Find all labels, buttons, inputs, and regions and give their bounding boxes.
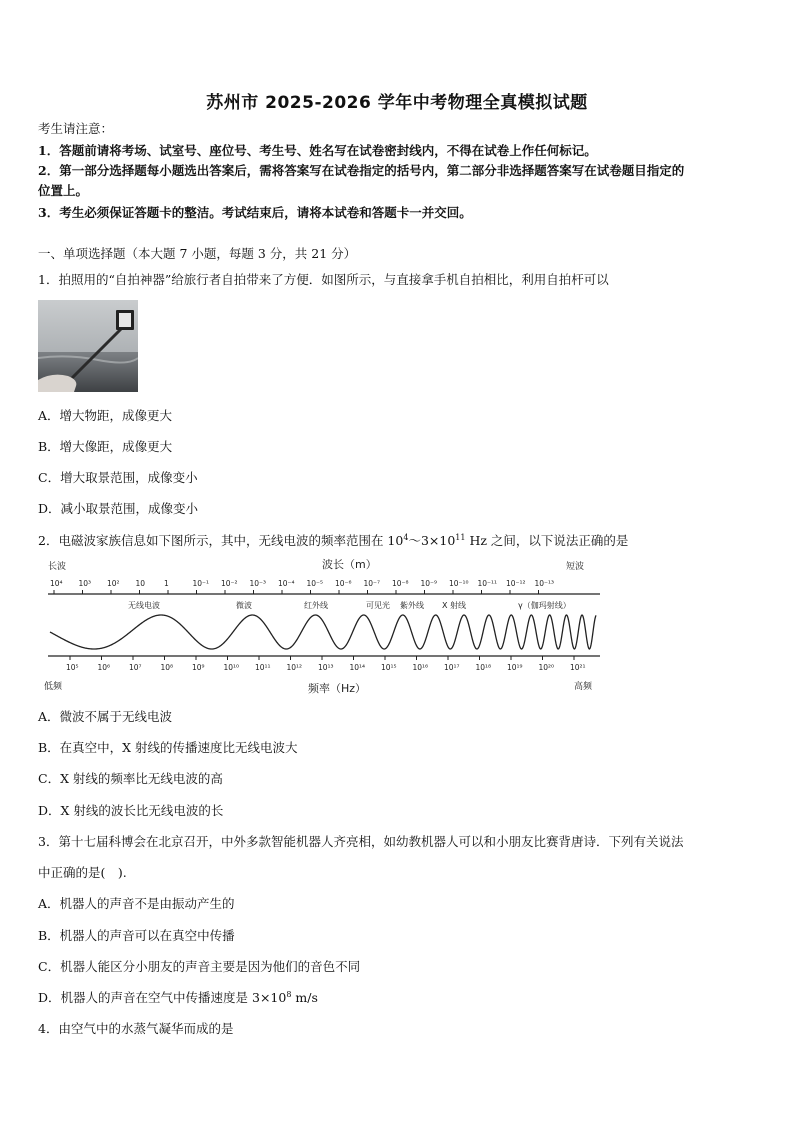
frequency-tick-label: 10²¹ xyxy=(570,663,586,672)
wavelength-tick-label: 10⁻⁸ xyxy=(392,579,409,588)
question-3-stem-line2: 中正确的是( ). xyxy=(38,865,127,880)
frequency-tick-label: 10¹² xyxy=(286,663,303,672)
frequency-tick-label: 10⁵ xyxy=(66,663,79,672)
question-1-stem: 1．拍照用的“自拍神器”给旅行者自拍带来了方便．如图所示，与直接拿手机自拍相比，利用自拍杆可以 xyxy=(38,272,609,287)
question-4-stem: 4．由空气中的水蒸气凝华而成的是 xyxy=(38,1021,234,1036)
spectrum-band-label: 微波 xyxy=(236,601,252,610)
frequency-tick-label: 10¹⁸ xyxy=(475,663,492,672)
spectrum-band-label: 可见光 xyxy=(366,601,390,610)
frequency-tick-label: 10⁷ xyxy=(129,663,142,672)
section-heading: 一、单项选择题（本大题 7 小题，每题 3 分，共 21 分） xyxy=(38,246,357,261)
frequency-tick-label: 10²⁰ xyxy=(538,663,555,672)
frequency-tick-label: 10⁶ xyxy=(97,663,111,672)
wavelength-axis-title: 波长（m） xyxy=(322,558,377,571)
wavelength-tick-label: 10⁻¹ xyxy=(192,579,210,588)
wavelength-tick-label: 10⁻¹¹ xyxy=(477,579,498,588)
high-frequency-label: 高频 xyxy=(574,682,593,692)
question-3-option-b: B．机器人的声音可以在真空中传播 xyxy=(38,928,235,943)
notice-item: 3．考生必须保证答题卡的整洁。考试结束后，请将本试卷和答题卡一并交回。 xyxy=(38,205,472,220)
question-3-stem-line1: 3．第十七届科博会在北京召开，中外多款智能机器人齐亮相，如幼教机器人可以和小朋友比赛背唐诗．下列有关说法 xyxy=(38,834,684,849)
spectrum-band-label: 红外线 xyxy=(304,601,328,610)
frequency-tick-label: 10⁹ xyxy=(192,663,205,672)
long-wave-label: 长波 xyxy=(48,562,67,572)
question-2-option-b: B．在真空中，X 射线的传播速度比无线电波大 xyxy=(38,740,298,755)
short-wave-label: 短波 xyxy=(566,562,585,572)
em-spectrum-figure xyxy=(40,556,610,698)
notice-item: 2．第一部分选择题每小题选出答案后，需将答案写在试卷指定的括号内，第二部分非选择题答案写在试卷题目指定的 xyxy=(38,163,685,178)
frequency-tick-label: 10¹³ xyxy=(318,663,334,672)
exam-title: 苏州市 2025-2026 学年中考物理全真模拟试题 xyxy=(206,93,588,113)
frequency-tick-label: 10¹⁵ xyxy=(381,663,397,672)
wavelength-tick-label: 10⁻³ xyxy=(249,579,267,588)
question-1-option-c: C．增大取景范围，成像变小 xyxy=(38,470,198,485)
question-1-option-b: B．增大像距，成像更大 xyxy=(38,439,173,454)
notice-item: 位置上。 xyxy=(38,183,89,198)
question-3-option-c: C．机器人能区分小朋友的声音主要是因为他们的音色不同 xyxy=(38,959,361,974)
spectrum-wave xyxy=(50,615,596,649)
selfie-stick-photo xyxy=(38,300,138,392)
wavelength-tick-label: 10² xyxy=(107,579,120,588)
frequency-tick-label: 10¹⁰ xyxy=(223,663,240,672)
low-frequency-label: 低频 xyxy=(44,682,63,692)
wavelength-tick-label: 10⁻¹² xyxy=(506,579,526,588)
question-2-option-a: A．微波不属于无线电波 xyxy=(38,709,173,724)
question-1-option-a: A．增大物距，成像更大 xyxy=(38,408,173,423)
wavelength-tick-label: 10³ xyxy=(78,579,92,588)
wavelength-tick-label: 10⁻⁴ xyxy=(278,579,295,588)
question-2-option-c: C．X 射线的频率比无线电波的高 xyxy=(38,771,223,786)
notice-item: 1．答题前请将考场、试室号、座位号、考生号、姓名写在试卷密封线内，不得在试卷上作任何标记。 xyxy=(38,143,597,158)
frequency-axis-title: 频率（Hz） xyxy=(308,682,367,695)
question-3-option-a: A．机器人的声音不是由振动产生的 xyxy=(38,896,235,911)
wavelength-tick-label: 10⁴ xyxy=(50,579,63,588)
frequency-tick-label: 10¹⁶ xyxy=(412,663,429,672)
frequency-tick-label: 10¹¹ xyxy=(255,663,271,672)
wavelength-tick-label: 10⁻¹³ xyxy=(534,579,555,588)
spectrum-band-label: 无线电波 xyxy=(128,601,160,610)
wavelength-tick-label: 10⁻² xyxy=(221,579,238,588)
frequency-tick-label: 10¹⁴ xyxy=(349,663,366,672)
question-3-option-d: D．机器人的声音在空气中传播速度是 $3\times 10^8$ m/s xyxy=(38,990,318,1005)
question-2-stem: 2．电磁波家族信息如下图所示，其中，无线电波的频率范围在 $10^4\sim 3\times 10^{11}$ Hz 之间，以下说法正确的是 xyxy=(38,533,629,548)
wavelength-tick-label: 10 xyxy=(135,579,146,588)
wavelength-tick-label: 10⁻⁵ xyxy=(306,579,324,588)
notice-heading: 考生请注意： xyxy=(38,121,114,136)
wavelength-tick-label: 10⁻¹⁰ xyxy=(449,579,469,588)
wavelength-tick-label: 10⁻⁷ xyxy=(363,579,381,588)
question-2-option-d: D．X 射线的波长比无线电波的长 xyxy=(38,803,224,818)
spectrum-band-label: 紫外线 xyxy=(400,601,424,610)
frequency-tick-label: 10⁸ xyxy=(160,663,174,672)
wavelength-tick-label: 10⁻⁹ xyxy=(420,579,438,588)
spectrum-band-label: γ（伽玛射线） xyxy=(518,601,571,610)
question-1-option-d: D．减小取景范围，成像变小 xyxy=(38,501,199,516)
frequency-tick-label: 10¹⁹ xyxy=(507,663,523,672)
spectrum-band-label: X 射线 xyxy=(442,601,467,610)
frequency-tick-label: 10¹⁷ xyxy=(444,663,460,672)
wavelength-tick-label: 10⁻⁶ xyxy=(335,579,352,588)
wavelength-tick-label: 1 xyxy=(164,579,169,588)
